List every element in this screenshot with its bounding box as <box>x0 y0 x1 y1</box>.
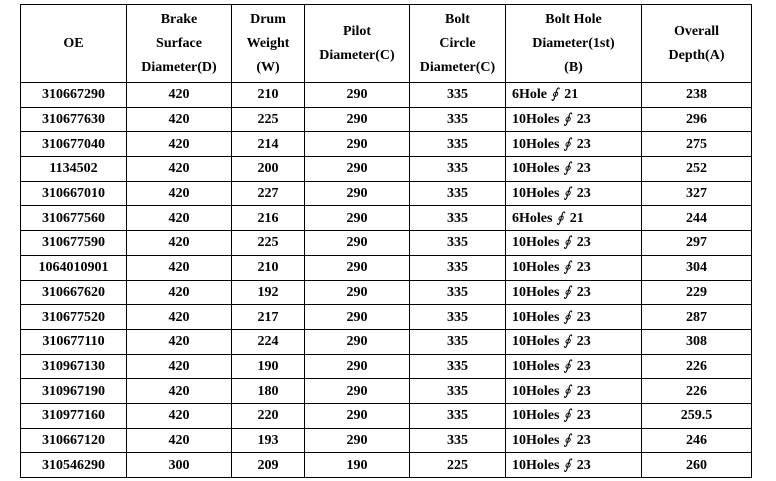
header-text-line: (B) <box>564 59 583 75</box>
hole-diameter: 23 <box>576 161 591 177</box>
diameter-symbol-icon: ∮ <box>563 383 571 399</box>
drum-weight-cell: 200 <box>232 157 305 182</box>
hole-diameter: 23 <box>576 383 591 399</box>
overall-depth-cell: 308 <box>642 329 752 354</box>
header-text-line: Drum <box>250 11 286 27</box>
spec-table-container <box>20 4 752 478</box>
bolt-circle-diameter-cell: 335 <box>410 107 506 132</box>
bolt-hole-diameter-cell <box>506 329 642 354</box>
pilot-diameter-cell: 290 <box>305 206 410 231</box>
header-text-line: (W) <box>256 59 280 75</box>
header-text-line: Diameter(D) <box>141 59 217 75</box>
brake-surface-diameter-cell: 420 <box>127 231 232 256</box>
oe-cell: 310667620 <box>21 280 127 305</box>
header-drum-weight <box>232 5 305 83</box>
oe-cell: 310667010 <box>21 181 127 206</box>
header-text-line: Overall <box>673 23 720 39</box>
diameter-symbol-icon: ∮ <box>563 284 571 300</box>
drum-weight-cell: 180 <box>232 379 305 404</box>
oe-cell: 310677590 <box>21 231 127 256</box>
pilot-diameter-cell: 290 <box>305 305 410 330</box>
overall-depth-cell: 246 <box>642 428 752 453</box>
brake-surface-diameter-cell: 420 <box>127 329 232 354</box>
pilot-diameter-cell: 290 <box>305 403 410 428</box>
hole-count: 10Holes <box>512 383 560 399</box>
table-row <box>21 305 752 330</box>
pilot-diameter-cell: 290 <box>305 428 410 453</box>
oe-cell: 310967130 <box>21 354 127 379</box>
bolt-hole-diameter-cell <box>506 83 642 108</box>
hole-count: 10Holes <box>512 235 560 251</box>
bolt-circle-diameter-cell: 335 <box>410 231 506 256</box>
brake-surface-diameter-cell: 420 <box>127 181 232 206</box>
diameter-symbol-icon: ∮ <box>563 457 571 473</box>
bolt-hole-diameter-cell <box>506 107 642 132</box>
hole-count: 10Holes <box>512 112 560 128</box>
bolt-circle-diameter-cell: 335 <box>410 305 506 330</box>
bolt-hole-diameter-cell <box>506 403 642 428</box>
overall-depth-cell: 244 <box>642 206 752 231</box>
drum-weight-cell: 214 <box>232 132 305 157</box>
table-row <box>21 231 752 256</box>
hole-diameter: 23 <box>576 358 591 374</box>
brake-surface-diameter-cell: 420 <box>127 83 232 108</box>
bolt-circle-diameter-cell: 335 <box>410 83 506 108</box>
header-text-line: Diameter(C) <box>419 59 496 75</box>
hole-diameter: 23 <box>576 408 591 424</box>
hole-diameter: 23 <box>576 186 591 202</box>
drum-weight-cell: 224 <box>232 329 305 354</box>
diameter-symbol-icon: ∮ <box>563 260 571 276</box>
diameter-symbol-icon: ∮ <box>563 136 571 152</box>
header-text-line: Bolt <box>445 11 470 27</box>
bolt-circle-diameter-cell: 335 <box>410 329 506 354</box>
overall-depth-cell: 226 <box>642 354 752 379</box>
overall-depth-cell: 287 <box>642 305 752 330</box>
table-row <box>21 280 752 305</box>
brake-surface-diameter-cell: 420 <box>127 157 232 182</box>
drum-weight-cell: 225 <box>232 107 305 132</box>
hole-count: 10Holes <box>512 334 560 350</box>
hole-diameter: 23 <box>576 309 591 325</box>
bolt-circle-diameter-cell: 335 <box>410 354 506 379</box>
header-overall-depth <box>642 5 752 83</box>
diameter-symbol-icon: ∮ <box>563 334 571 350</box>
hole-count: 10Holes <box>512 186 560 202</box>
oe-cell: 310667120 <box>21 428 127 453</box>
bolt-hole-diameter-cell <box>506 255 642 280</box>
hole-diameter: 23 <box>576 334 591 350</box>
header-text-line: Diameter(1st) <box>532 35 615 51</box>
drum-weight-cell: 225 <box>232 231 305 256</box>
diameter-symbol-icon: ∮ <box>563 235 571 251</box>
header-text-line: Diameter(C) <box>319 47 395 63</box>
pilot-diameter-cell: 290 <box>305 107 410 132</box>
bolt-hole-diameter-cell <box>506 305 642 330</box>
bolt-circle-diameter-cell: 335 <box>410 255 506 280</box>
hole-count: 6Holes <box>512 210 553 226</box>
drum-weight-cell: 217 <box>232 305 305 330</box>
bolt-circle-diameter-cell: 335 <box>410 206 506 231</box>
table-row <box>21 206 752 231</box>
oe-cell: 310677560 <box>21 206 127 231</box>
brake-surface-diameter-cell: 420 <box>127 280 232 305</box>
brake-surface-diameter-cell: 420 <box>127 403 232 428</box>
table-row <box>21 453 752 478</box>
overall-depth-cell: 304 <box>642 255 752 280</box>
bolt-circle-diameter-cell: 335 <box>410 132 506 157</box>
oe-cell: 310677630 <box>21 107 127 132</box>
bolt-hole-diameter-cell <box>506 157 642 182</box>
overall-depth-cell: 275 <box>642 132 752 157</box>
header-text-line: Bolt Hole <box>545 11 602 27</box>
pilot-diameter-cell: 290 <box>305 231 410 256</box>
header-bolt-circle-diameter <box>410 5 506 83</box>
drum-weight-cell: 210 <box>232 83 305 108</box>
table-row <box>21 354 752 379</box>
hole-count: 10Holes <box>512 408 560 424</box>
table-row <box>21 107 752 132</box>
table-row <box>21 379 752 404</box>
brake-surface-diameter-cell: 420 <box>127 379 232 404</box>
diameter-symbol-icon: ∮ <box>563 408 571 424</box>
header-pilot-diameter <box>305 5 410 83</box>
table-header <box>21 5 752 83</box>
table-row <box>21 83 752 108</box>
overall-depth-cell: 327 <box>642 181 752 206</box>
overall-depth-cell: 238 <box>642 83 752 108</box>
pilot-diameter-cell: 290 <box>305 255 410 280</box>
bolt-hole-diameter-cell <box>506 354 642 379</box>
hole-count: 10Holes <box>512 432 560 448</box>
header-text-line: Pilot <box>343 23 371 39</box>
table-row <box>21 255 752 280</box>
hole-diameter: 23 <box>576 136 591 152</box>
bolt-hole-diameter-cell <box>506 206 642 231</box>
oe-cell: 310667290 <box>21 83 127 108</box>
bolt-circle-diameter-cell: 335 <box>410 379 506 404</box>
diameter-symbol-icon: ∮ <box>563 112 571 128</box>
pilot-diameter-cell: 290 <box>305 354 410 379</box>
diameter-symbol-icon: ∮ <box>556 210 564 226</box>
pilot-diameter-cell: 290 <box>305 83 410 108</box>
header-bolt-hole-diameter <box>506 5 642 83</box>
oe-cell: 310677520 <box>21 305 127 330</box>
header-brake-surface-diameter <box>127 5 232 83</box>
diameter-symbol-icon: ∮ <box>563 186 571 202</box>
diameter-symbol-icon: ∮ <box>551 87 559 103</box>
header-text-line: Circle <box>439 35 476 51</box>
table-row <box>21 329 752 354</box>
hole-diameter: 23 <box>576 284 591 300</box>
hole-diameter: 23 <box>576 457 591 473</box>
hole-diameter: 21 <box>569 210 584 226</box>
table-row <box>21 132 752 157</box>
bolt-hole-diameter-cell <box>506 453 642 478</box>
brake-surface-diameter-cell: 420 <box>127 206 232 231</box>
bolt-circle-diameter-cell: 335 <box>410 280 506 305</box>
bolt-hole-diameter-cell <box>506 231 642 256</box>
oe-cell: 310677110 <box>21 329 127 354</box>
hole-count: 10Holes <box>512 136 560 152</box>
bolt-hole-diameter-cell <box>506 132 642 157</box>
brake-surface-diameter-cell: 420 <box>127 255 232 280</box>
hole-diameter: 21 <box>564 87 579 103</box>
pilot-diameter-cell: 290 <box>305 329 410 354</box>
hole-count: 10Holes <box>512 457 560 473</box>
pilot-diameter-cell: 190 <box>305 453 410 478</box>
hole-count: 6Hole <box>512 87 547 103</box>
overall-depth-cell: 296 <box>642 107 752 132</box>
table-row <box>21 428 752 453</box>
brake-surface-diameter-cell: 420 <box>127 305 232 330</box>
oe-cell: 310977160 <box>21 403 127 428</box>
hole-count: 10Holes <box>512 309 560 325</box>
pilot-diameter-cell: 290 <box>305 157 410 182</box>
overall-depth-cell: 252 <box>642 157 752 182</box>
oe-cell: 1134502 <box>21 157 127 182</box>
bolt-circle-diameter-cell: 225 <box>410 453 506 478</box>
hole-diameter: 23 <box>576 112 591 128</box>
header-text-line: Brake <box>160 11 198 27</box>
table-row <box>21 403 752 428</box>
oe-cell: 310967190 <box>21 379 127 404</box>
table-row <box>21 181 752 206</box>
header-text-line: Weight <box>246 35 290 51</box>
bolt-circle-diameter-cell: 335 <box>410 157 506 182</box>
brake-surface-diameter-cell: 420 <box>127 354 232 379</box>
table-row <box>21 157 752 182</box>
bolt-circle-diameter-cell: 335 <box>410 181 506 206</box>
table-body <box>21 83 752 478</box>
overall-depth-cell: 229 <box>642 280 752 305</box>
hole-count: 10Holes <box>512 260 560 276</box>
hole-diameter: 23 <box>576 260 591 276</box>
bolt-circle-diameter-cell: 335 <box>410 403 506 428</box>
overall-depth-cell: 259.5 <box>642 403 752 428</box>
header-row <box>21 5 752 83</box>
drum-weight-cell: 227 <box>232 181 305 206</box>
header-oe <box>21 5 127 83</box>
diameter-symbol-icon: ∮ <box>563 432 571 448</box>
header-text-line: Depth(A) <box>668 47 725 63</box>
header-text-line: OE <box>63 35 84 51</box>
diameter-symbol-icon: ∮ <box>563 358 571 374</box>
drum-weight-cell: 210 <box>232 255 305 280</box>
oe-cell: 310546290 <box>21 453 127 478</box>
pilot-diameter-cell: 290 <box>305 379 410 404</box>
drum-weight-cell: 209 <box>232 453 305 478</box>
brake-drum-spec-table <box>20 4 752 478</box>
pilot-diameter-cell: 290 <box>305 181 410 206</box>
hole-diameter: 23 <box>576 432 591 448</box>
diameter-symbol-icon: ∮ <box>563 309 571 325</box>
overall-depth-cell: 226 <box>642 379 752 404</box>
oe-cell: 310677040 <box>21 132 127 157</box>
pilot-diameter-cell: 290 <box>305 132 410 157</box>
oe-cell: 1064010901 <box>21 255 127 280</box>
drum-weight-cell: 193 <box>232 428 305 453</box>
brake-surface-diameter-cell: 300 <box>127 453 232 478</box>
hole-diameter: 23 <box>576 235 591 251</box>
drum-weight-cell: 220 <box>232 403 305 428</box>
bolt-hole-diameter-cell <box>506 181 642 206</box>
bolt-circle-diameter-cell: 335 <box>410 428 506 453</box>
brake-surface-diameter-cell: 420 <box>127 107 232 132</box>
bolt-hole-diameter-cell <box>506 428 642 453</box>
drum-weight-cell: 190 <box>232 354 305 379</box>
brake-surface-diameter-cell: 420 <box>127 428 232 453</box>
hole-count: 10Holes <box>512 284 560 300</box>
drum-weight-cell: 192 <box>232 280 305 305</box>
overall-depth-cell: 260 <box>642 453 752 478</box>
hole-count: 10Holes <box>512 161 560 177</box>
diameter-symbol-icon: ∮ <box>563 161 571 177</box>
brake-surface-diameter-cell: 420 <box>127 132 232 157</box>
hole-count: 10Holes <box>512 358 560 374</box>
overall-depth-cell: 297 <box>642 231 752 256</box>
pilot-diameter-cell: 290 <box>305 280 410 305</box>
bolt-hole-diameter-cell <box>506 280 642 305</box>
drum-weight-cell: 216 <box>232 206 305 231</box>
header-text-line: Surface <box>156 35 202 51</box>
bolt-hole-diameter-cell <box>506 379 642 404</box>
